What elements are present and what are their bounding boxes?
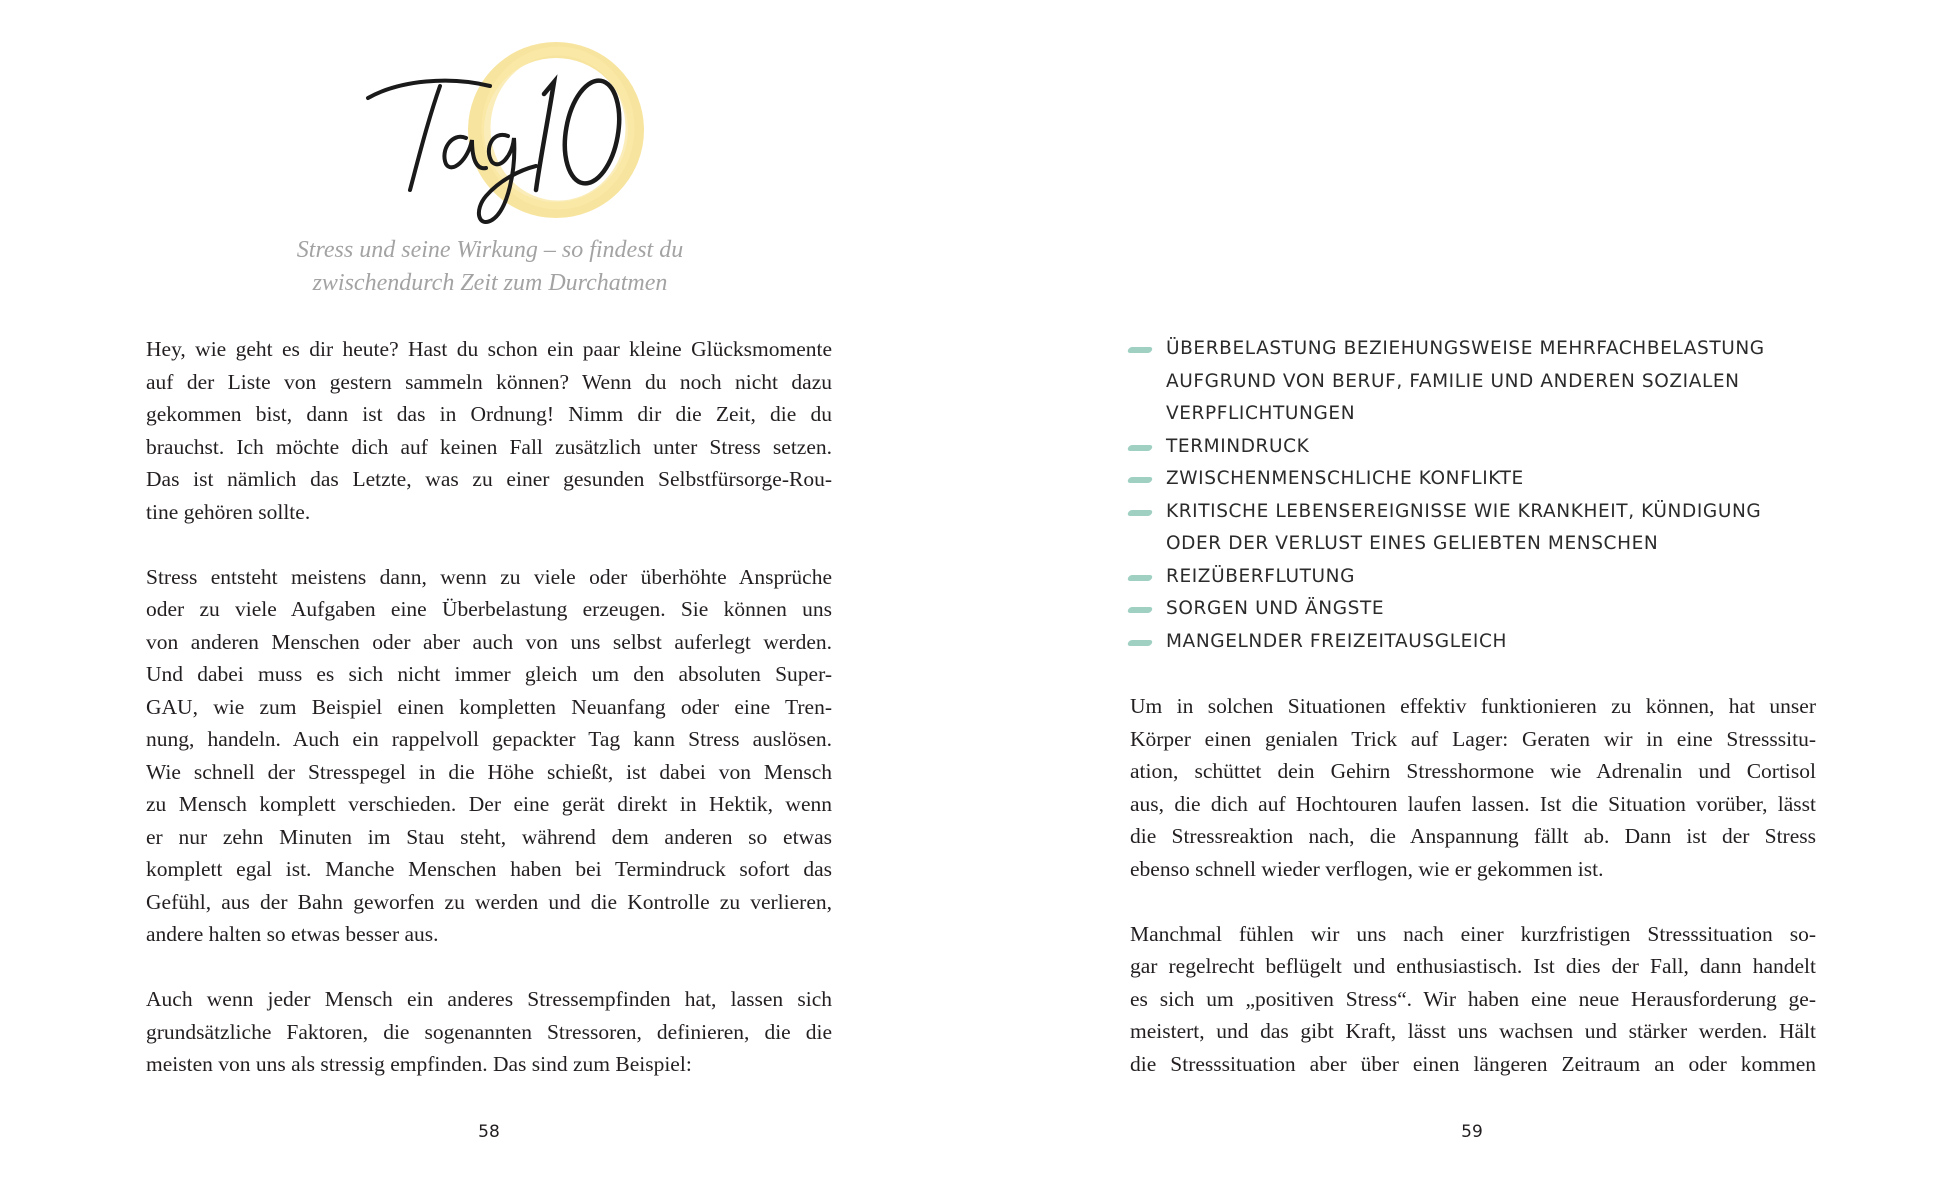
text-line: die Stresssituation aber über einen längeren Zeitraum an oder kommen (1130, 1051, 1816, 1076)
text-line: GAU, wie zum Beispiel einen kompletten Neuanfang oder eine Tren- (146, 694, 832, 719)
list-item-line: AUFGRUND VON BERUF, FAMILIE UND ANDEREN SOZIALEN (1166, 370, 1740, 392)
chapter-title-art (340, 20, 680, 240)
list-item-line: ÜBERBELASTUNG BEZIEHUNGSWEISE MEHRFACHBELASTUNG (1166, 338, 1765, 359)
text-line: komplett egal ist. Manche Menschen haben bei Termindruck sofort das (146, 857, 832, 881)
bullet-dash-icon (1127, 347, 1153, 353)
text-line: aus, die dich auf Hochtouren laufen lassen. Ist die Situation vorüber, lässt (1130, 791, 1816, 816)
text-line: meisten von uns als stressig empfinden. Das sind zum Beispiel: (146, 1052, 692, 1076)
text-line: grundsätzliche Faktoren, die sogenannten Stressoren, definieren, die die (146, 1019, 832, 1044)
list-item-line: REIZÜBERFLUTUNG (1166, 565, 1356, 587)
text-line: gar regelrecht beflügelt und enthusiastisch. Ist dies der Fall, dann handelt (1130, 954, 1816, 978)
list-item-line: SORGEN UND ÄNGSTE (1166, 598, 1385, 619)
text-line: Und dabei muss es sich nicht immer gleich um den absoluten Super- (146, 662, 832, 686)
text-line: Gefühl, aus der Bahn geworfen zu werden und die Kontrolle zu verlieren, (146, 889, 832, 914)
paragraph (1130, 690, 1816, 885)
stressor-list (1128, 333, 1828, 658)
text-line: Körper einen genialen Trick auf Lager: Geraten wir in eine Stresssitu- (1130, 726, 1816, 751)
list-item-line: VERPFLICHTUNGEN (1166, 403, 1356, 424)
list-item-line: ODER DER VERLUST EINES GELIEBTEN MENSCHEN (1166, 533, 1659, 554)
title-letter-t (368, 81, 490, 98)
list-item (1128, 593, 1828, 626)
bullet-dash-icon (1127, 640, 1153, 646)
title-digit-1 (536, 82, 554, 190)
text-line: oder zu viele Aufgaben eine Überbelastung erzeugen. Sie können uns (146, 597, 832, 621)
bullet-dash-icon (1127, 510, 1153, 516)
list-item (1128, 463, 1828, 496)
bullet-dash-icon (1127, 575, 1153, 581)
text-line: die Stressreaktion nach, die Anspannung fällt ab. Dann ist der Stress (1130, 824, 1816, 848)
text-line: ebenso schnell wieder verflogen, wie er gekommen ist. (1130, 856, 1604, 881)
subtitle-line: zwischendurch Zeit zum Durchatmen (312, 270, 668, 296)
bullet-dash-icon (1127, 477, 1153, 483)
paragraph (146, 561, 832, 951)
subtitle-line: Stress und seine Wirkung – so findest du (296, 237, 684, 263)
page-number: 58 (478, 1122, 500, 1142)
list-item-line: ZWISCHENMENSCHLICHE KONFLIKTE (1166, 468, 1524, 489)
text-line: Hey, wie geht es dir heute? Hast du schon ein paar kleine Glücksmomente (146, 337, 832, 361)
paragraph (1130, 918, 1816, 1081)
list-item-line: KRITISCHE LEBENSEREIGNISSE WIE KRANKHEIT, KÜNDIGUNG (1166, 500, 1762, 522)
list-item (1128, 333, 1828, 431)
text-line: ation, schüttet dein Gehirn Stresshormone wie Adrenalin und Cortisol (1130, 759, 1816, 783)
list-item (1128, 626, 1828, 659)
list-item-line: MANGELNDER FREIZEITAUSGLEICH (1166, 630, 1507, 652)
text-line: von anderen Menschen oder aber auch von uns selbst auferlegt werden. (146, 629, 832, 654)
page-number: 59 (1461, 1122, 1483, 1142)
text-line: Das ist nämlich das Letzte, was zu einer gesunden Selbstfürsorge-Rou- (146, 467, 832, 491)
bullet-dash-icon (1127, 445, 1153, 451)
bullet-dash-icon (1127, 607, 1153, 613)
text-line: zu Mensch komplett verschieden. Der eine gerät direkt in Hektik, wenn (146, 792, 832, 816)
right-body-text (1130, 690, 1816, 1113)
text-line: brauchst. Ich möchte dich auf keinen Fall zusätzlich unter Stress setzen. (146, 434, 832, 459)
paragraph (146, 333, 832, 528)
list-item (1128, 561, 1828, 594)
text-line: nung, handeln. Auch ein rappelvoll gepackter Tag kann Stress auslösen. (146, 727, 832, 751)
text-line: andere halten so etwas besser aus. (146, 922, 439, 946)
text-line: Manchmal fühlen wir uns nach einer kurzfristigen Stresssituation so- (1130, 921, 1816, 946)
list-item-line: TERMINDRUCK (1166, 435, 1310, 457)
right-page (974, 0, 1948, 1181)
chapter-subtitle (200, 234, 780, 300)
list-item (1128, 431, 1828, 464)
text-line: tine gehören sollte. (146, 499, 311, 524)
chapter-title (340, 20, 680, 240)
highlight-circle (476, 50, 636, 210)
text-line: auf der Liste von gestern sammeln können? Wenn du noch nicht dazu (146, 369, 832, 394)
text-line: es sich um „positiven Stress“. Wir haben eine neue Herausforderung ge- (1130, 986, 1816, 1011)
text-line: Wie schnell der Stresspegel in die Höhe schießt, ist dabei von Mensch (146, 759, 832, 784)
left-body-text (146, 333, 832, 1113)
paragraph (146, 983, 832, 1081)
text-line: Auch wenn jeder Mensch ein anderes Stressempfinden hat, lassen sich (146, 987, 832, 1011)
list-item (1128, 496, 1828, 561)
text-line: Stress entsteht meistens dann, wenn zu viele oder überhöhte Ansprüche (146, 564, 832, 589)
text-line: Um in solchen Situationen effektiv funktionieren zu können, hat unser (1130, 694, 1816, 718)
text-line: meistert, und das gibt Kraft, lässt uns wachsen und stärker werden. Hält (1130, 1019, 1816, 1043)
text-line: gekommen bist, dann ist das in Ordnung! Nimm dir die Zeit, die du (146, 402, 832, 426)
text-line: er nur zehn Minuten im Stau steht, während dem anderen so etwas (146, 824, 832, 849)
